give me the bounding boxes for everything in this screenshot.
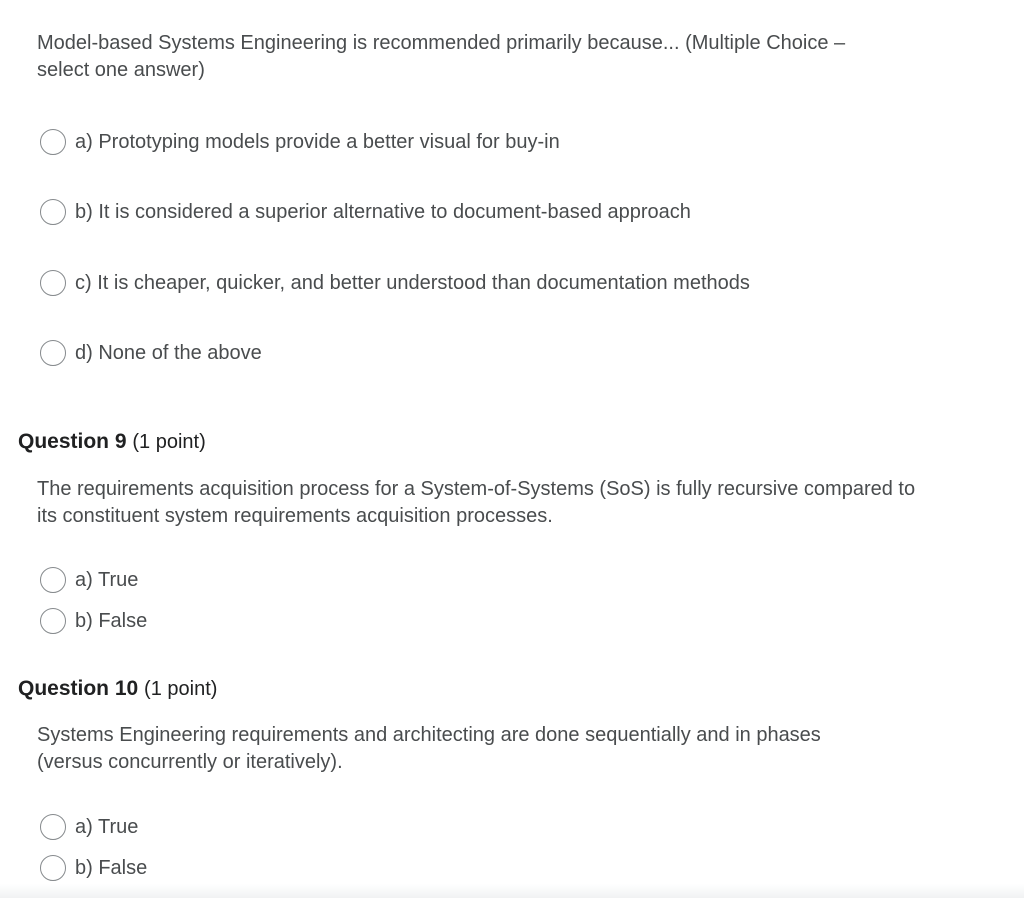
question-8-option-d[interactable] (40, 338, 262, 368)
radio-button[interactable] (40, 608, 66, 634)
option-label: b) False (75, 856, 148, 879)
radio-button[interactable] (40, 567, 66, 593)
question-10-prompt: Systems Engineering requirements and architecting are done sequentially and in phases (versus concurrently or iteratively). (37, 724, 821, 773)
question-8-prompt: Model-based Systems Engineering is recommended primarily because... (Multiple Choice – select one answer) (37, 32, 846, 81)
question-8-option-c[interactable] (40, 268, 750, 298)
option-label: a) True (75, 815, 139, 838)
option-label: d) None of the above (75, 341, 262, 364)
option-label: a) Prototyping models provide a better visual for buy-in (75, 130, 560, 153)
question-9-title: Question 9 (18, 430, 127, 453)
radio-button[interactable] (40, 199, 66, 225)
option-label: b) False (75, 609, 148, 632)
question-10-points: (1 point) (144, 678, 218, 700)
question-9-option-b[interactable] (40, 606, 147, 636)
option-label: b) It is considered a superior alternative to document-based approach (75, 200, 691, 223)
radio-button[interactable] (40, 814, 66, 840)
radio-button[interactable] (40, 129, 66, 155)
question-9-header (18, 430, 206, 454)
question-9-points: (1 point) (132, 431, 206, 453)
question-10-option-a[interactable] (40, 812, 138, 842)
option-label: a) True (75, 568, 139, 591)
question-8-option-a[interactable] (40, 127, 560, 157)
question-10-header (18, 677, 217, 701)
question-10-title: Question 10 (18, 677, 139, 700)
radio-button[interactable] (40, 340, 66, 366)
question-8-option-b[interactable] (40, 197, 691, 227)
radio-button[interactable] (40, 855, 66, 881)
page-bottom-shadow (0, 884, 1024, 898)
question-10-option-b[interactable] (40, 853, 147, 883)
radio-button[interactable] (40, 270, 66, 296)
question-9-option-a[interactable] (40, 565, 138, 595)
question-9-prompt: The requirements acquisition process for a System-of-Systems (SoS) is fully recursive compared to its constituent system requirements acquisition processes. (37, 478, 916, 527)
option-label: c) It is cheaper, quicker, and better understood than documentation methods (75, 271, 750, 294)
